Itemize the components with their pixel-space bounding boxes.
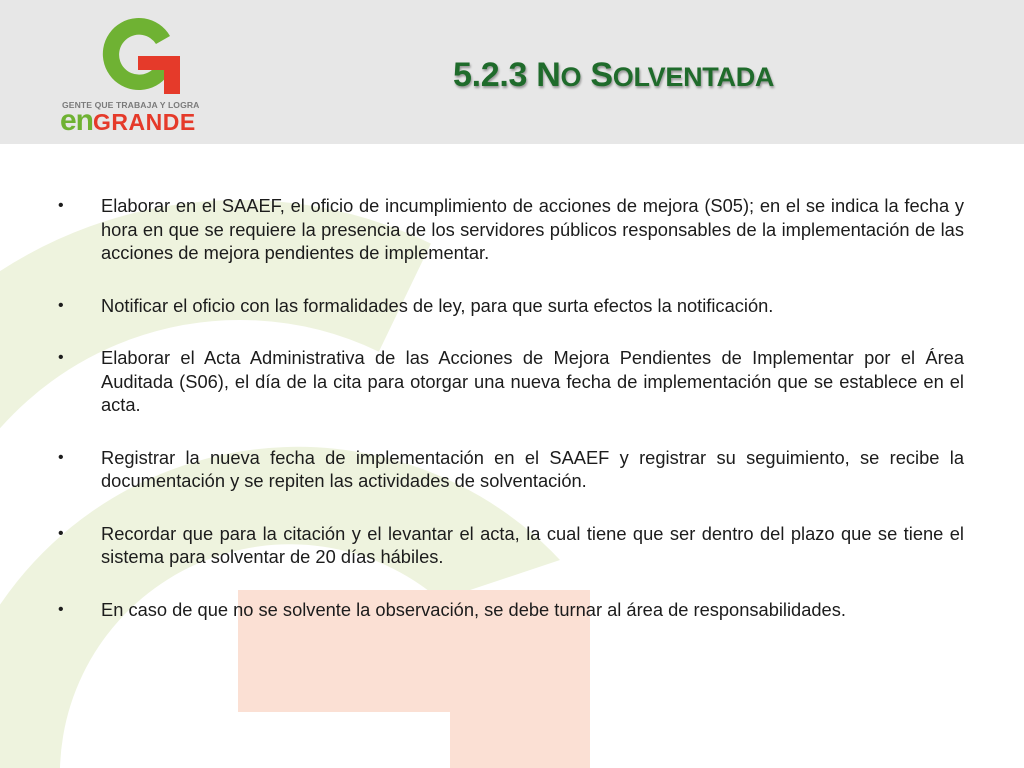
logo-tagline: GENTE QUE TRABAJA Y LOGRA — [62, 100, 200, 110]
slide-title-word: NO — [536, 56, 582, 94]
bullet-text: En caso de que no se solvente la observación, se debe turnar al área de responsabilidades. — [101, 598, 846, 620]
letter-g-logo-icon — [96, 18, 180, 96]
logo — [60, 18, 220, 136]
logo-wordmark-grande: GRANDE — [93, 109, 196, 135]
bullet-text: Elaborar el Acta Administrativa de las Acciones de Mejora Pendientes de Implementar por el Área Auditada (S06), el día de la cita para otorgar una nueva fecha de implementación que se establece en el acta. — [101, 347, 964, 415]
list-item — [58, 346, 964, 417]
list-item — [58, 522, 964, 569]
slide-title — [453, 56, 774, 95]
bullet-dot: • — [58, 296, 64, 314]
bullet-dot: • — [58, 349, 64, 366]
bullet-dot: • — [58, 600, 64, 618]
bullet-text: Registrar la nueva fecha de implementación en el SAAEF y registrar su seguimiento, se recibe la documentación y se repiten las actividades de solventación. — [101, 446, 964, 491]
list-item — [58, 194, 964, 265]
list-item — [58, 598, 964, 622]
slide-title-word: SOLVENTADA — [590, 56, 775, 94]
list-item — [58, 446, 964, 493]
slide-title-word: 5.2.3 — [453, 56, 528, 94]
bullet-text: Notificar el oficio con las formalidades de ley, para que surta efectos la notificación. — [101, 294, 774, 316]
bullet-dot: • — [58, 524, 64, 542]
bullet-dot: • — [58, 448, 64, 466]
logo-wordmark — [60, 106, 196, 136]
bullet-dot: • — [58, 197, 64, 214]
bullet-text: Recordar que para la citación y el levantar el acta, la cual tiene que ser dentro del plazo que se tiene el sistema para solventar de 20 días hábiles. — [101, 522, 964, 567]
slide-header — [0, 0, 1024, 144]
bullet-text: Elaborar en el SAAEF, el oficio de incumplimiento de acciones de mejora (S05); en el se indica la fecha y hora en que se requiere la presencia de los servidores públicos responsables de la implementación de las acciones de mejora pendientes de implementar. — [101, 195, 964, 263]
list-item — [58, 294, 964, 318]
logo-wordmark-en: en — [60, 104, 94, 137]
bullet-list — [58, 194, 964, 650]
